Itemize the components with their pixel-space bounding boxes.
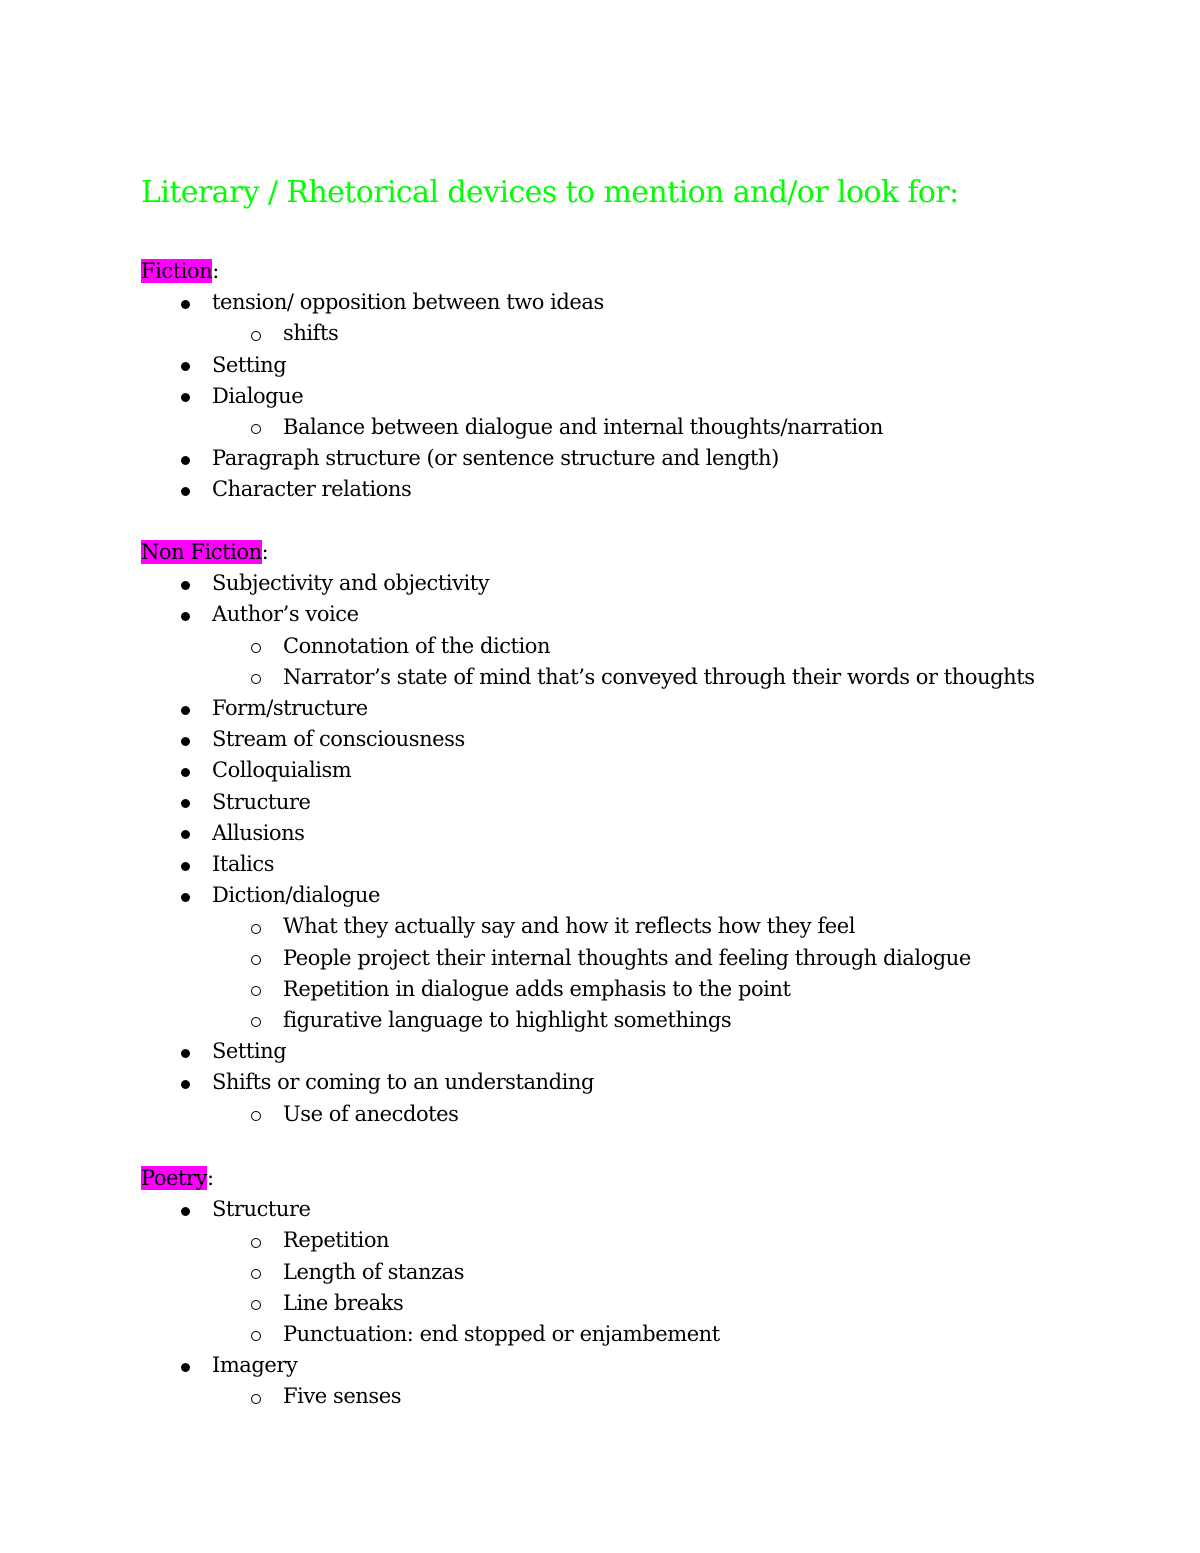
bullet-circle-icon [246,1257,266,1288]
bullet-circle-icon [246,1381,266,1412]
section-non-fiction [141,537,1141,1130]
list-item-text: Shifts or coming to an understanding [212,1070,594,1095]
list-item [141,693,1141,724]
list-item-text: Diction/dialogue [212,883,380,908]
bullet-circle-icon [246,631,266,662]
section-heading [141,256,1141,287]
bullet-list [141,1194,1141,1412]
bullet-dot-icon [175,474,195,505]
sub-list-item [141,943,1141,974]
bullet-dot-icon [175,1067,195,1098]
bullet-circle-icon [246,1319,266,1350]
bullet-dot-icon [175,287,195,318]
list-item [141,1350,1141,1381]
bullet-dot-icon [175,443,195,474]
page-title: Literary / Rhetorical devices to mention and/or look for: [141,175,959,210]
list-item [141,599,1141,630]
list-item [141,818,1141,849]
list-item [141,1194,1141,1225]
section-poetry [141,1163,1141,1413]
list-item-text: Dialogue [212,383,304,408]
list-item-text: Subjectivity and objectivity [212,571,490,596]
sub-list-item [141,911,1141,942]
sub-list-item-text: Repetition [283,1228,390,1253]
sub-list-item-text: Connotation of the diction [283,633,551,658]
list-item-text: Setting [212,352,287,377]
bullet-circle-icon [246,943,266,974]
section-heading [141,537,1141,568]
sub-list-item [141,1005,1141,1036]
list-item-text: Italics [212,852,275,877]
highlighted-heading: Fiction [141,259,213,283]
bullet-dot-icon [175,350,195,381]
list-item [141,849,1141,880]
list-item [141,880,1141,911]
sub-list-item-text: Balance between dialogue and internal thoughts/narration [283,415,883,440]
sub-list-item [141,631,1141,662]
list-item [141,443,1141,474]
bullet-dot-icon [175,724,195,755]
sub-list-item-text: figurative language to highlight somethings [283,1008,732,1033]
bullet-dot-icon [175,693,195,724]
sub-list-item [141,1257,1141,1288]
bullet-dot-icon [175,787,195,818]
heading-colon: : [207,1166,214,1190]
bullet-list [141,568,1141,1130]
list-item-text: Allusions [212,820,305,845]
list-item-text: Paragraph structure (or sentence structure and length) [212,446,779,471]
list-item-text: Stream of consciousness [212,727,465,752]
bullet-dot-icon [175,818,195,849]
bullet-circle-icon [246,412,266,443]
heading-colon: : [261,540,269,564]
list-item-text: Character relations [212,477,412,502]
sub-list-item-text: shifts [283,321,339,346]
heading-colon: : [212,259,219,283]
list-item-text: Colloquialism [212,758,352,783]
sub-list-item [141,974,1141,1005]
sub-list-item-text: Five senses [283,1384,402,1409]
list-item [141,1067,1141,1098]
list-item-text: Form/structure [212,696,368,721]
list-item [141,381,1141,412]
bullet-dot-icon [175,599,195,630]
list-item-text: Imagery [212,1353,298,1378]
sub-list-item [141,1288,1141,1319]
bullet-dot-icon [175,1036,195,1067]
bullet-list [141,287,1141,505]
sub-list-item [141,318,1141,349]
list-item-text: Author’s voice [212,602,359,627]
bullet-dot-icon [175,849,195,880]
bullet-circle-icon [246,1288,266,1319]
list-item [141,1036,1141,1067]
list-item [141,287,1141,318]
list-item [141,787,1141,818]
list-item [141,474,1141,505]
bullet-dot-icon [175,1350,195,1381]
list-item-text: Structure [212,1197,311,1222]
section-heading [141,1163,1141,1194]
bullet-circle-icon [246,318,266,349]
highlighted-heading: Non Fiction [141,540,262,564]
sub-list-item [141,1381,1141,1412]
list-item [141,724,1141,755]
bullet-dot-icon [175,568,195,599]
list-item [141,350,1141,381]
bullet-circle-icon [246,1225,266,1256]
bullet-circle-icon [246,911,266,942]
sub-list-item [141,1319,1141,1350]
bullet-dot-icon [175,1194,195,1225]
sub-list-item [141,1225,1141,1256]
bullet-dot-icon [175,381,195,412]
sub-list-item-text: What they actually say and how it reflects how they feel [283,914,855,939]
list-item-text: tension/ opposition between two ideas [212,290,604,315]
bullet-circle-icon [246,1005,266,1036]
sub-list-item-text: Use of anecdotes [283,1101,459,1126]
sub-list-item [141,662,1141,693]
bullet-circle-icon [246,1099,266,1130]
bullet-dot-icon [175,755,195,786]
sub-list-item-text: Punctuation: end stopped or enjambement [283,1322,720,1347]
bullet-dot-icon [175,880,195,911]
sub-list-item [141,1099,1141,1130]
highlighted-heading: Poetry [141,1166,207,1190]
sub-list-item-text: Line breaks [283,1290,404,1315]
sub-list-item-text: People project their internal thoughts and feeling through dialogue [283,945,971,970]
list-item [141,755,1141,786]
list-item-text: Setting [212,1039,287,1064]
list-item [141,568,1141,599]
sub-list-item-text: Narrator’s state of mind that’s conveyed through their words or thoughts [283,664,1035,689]
sub-list-item-text: Length of stanzas [283,1259,465,1284]
sub-list-item-text: Repetition in dialogue adds emphasis to the point [283,976,791,1001]
list-item-text: Structure [212,789,311,814]
sub-list-item [141,412,1141,443]
bullet-circle-icon [246,974,266,1005]
bullet-circle-icon [246,662,266,693]
section-fiction [141,256,1141,506]
